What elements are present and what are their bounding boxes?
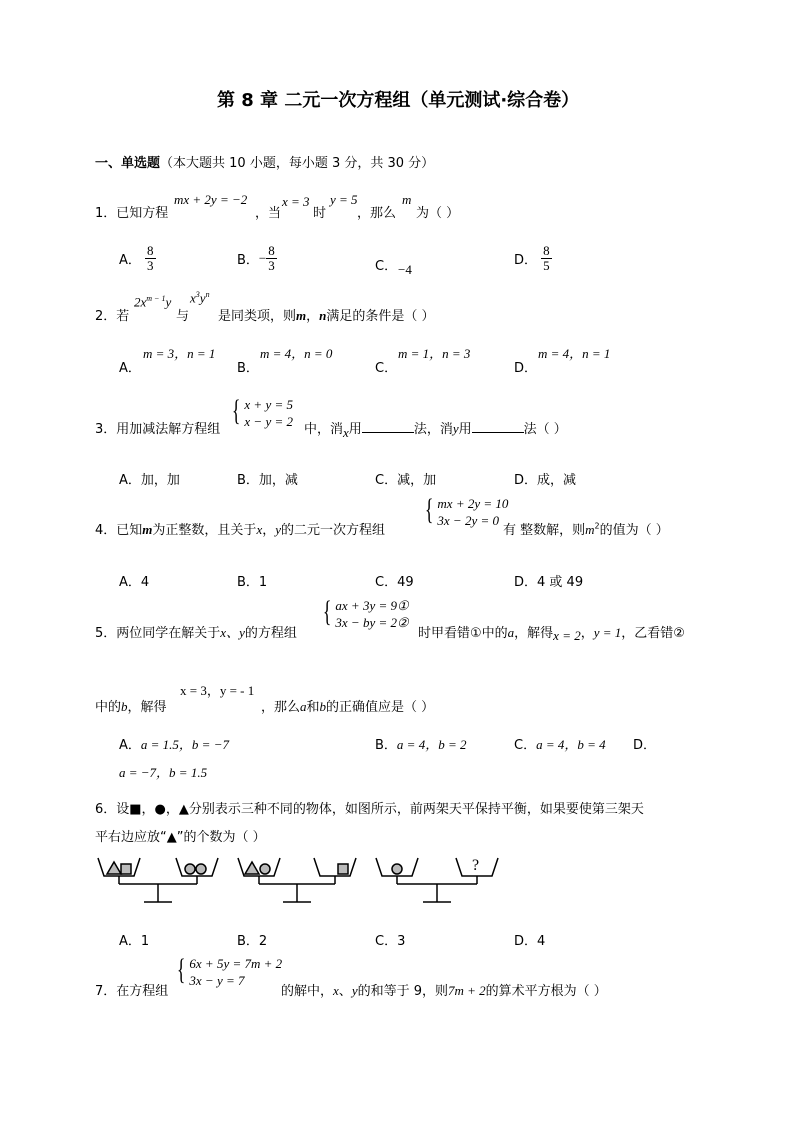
q6-b-val: 2 xyxy=(258,934,268,949)
q3-t2: 中，消 xyxy=(304,422,344,437)
q1-b-den: 3 xyxy=(268,258,275,273)
q3-rest xyxy=(304,418,567,440)
q6-line-2: 平右边应放“▲”的个数为（ ） xyxy=(95,830,266,845)
q4-c-val: 49 xyxy=(397,575,414,590)
circle-shape xyxy=(260,864,270,874)
q2-num: 2． xyxy=(95,309,117,324)
q5-c-val: a = 4，b = 4 xyxy=(536,737,606,752)
q3-blank-1[interactable] xyxy=(362,420,414,433)
q5-t2: 的方程组 xyxy=(244,626,297,641)
q1-cond-y: y = 5 xyxy=(330,192,358,207)
q3-sys-1: x + y = 5 xyxy=(244,397,293,412)
q3-c-val: 减，加 xyxy=(397,473,437,488)
q2-option-d-value: m = 4，n = 1 xyxy=(538,346,611,361)
q5-option-c[interactable] xyxy=(514,734,606,753)
q3-num: 3． xyxy=(95,422,117,437)
q5-system xyxy=(320,597,409,631)
q4-brace: { xyxy=(424,493,434,526)
q5-num: 5． xyxy=(95,626,117,641)
q5-b: b xyxy=(121,699,128,714)
q4-t5: 有 整数解，则 xyxy=(503,523,586,538)
q3-brace: { xyxy=(231,394,241,427)
q1-a-den: 3 xyxy=(147,258,154,273)
q5-xy: x、y xyxy=(220,625,245,640)
q4-system xyxy=(422,495,508,529)
q3-t1: 用加减法解方程组 xyxy=(116,422,221,437)
q6-option-a[interactable] xyxy=(119,930,149,949)
triangle-shape xyxy=(107,862,121,874)
q6-option-c[interactable] xyxy=(375,930,405,949)
q5-option-a[interactable] xyxy=(119,734,229,753)
q3-option-d[interactable] xyxy=(514,469,576,488)
q6-b-label: B． xyxy=(237,934,259,949)
section-note: （本大题共 10 小题，每小题 3 分，共 30 分） xyxy=(160,156,435,171)
question-mark: ? xyxy=(472,857,480,874)
q5-solution-2: x = 3，y = - 1 xyxy=(180,683,255,698)
q2-m: m xyxy=(296,308,307,323)
q5-line2-a xyxy=(95,696,167,715)
q6-d-val: 4 xyxy=(537,934,546,949)
q4-t6: 的值为（ ） xyxy=(599,523,669,538)
q6-c-label: C． xyxy=(375,934,398,949)
q4-d-label: D． xyxy=(514,575,538,590)
q1-var-m: m xyxy=(402,192,412,207)
q2-e2: x xyxy=(190,290,196,306)
q5-t4: ，解得 xyxy=(514,626,554,641)
q5-l2c: ，那么 xyxy=(261,700,301,715)
q5-line2-b xyxy=(261,696,434,715)
square-shape xyxy=(121,864,131,874)
question-1 xyxy=(95,202,168,221)
q4-m2: m xyxy=(585,522,595,537)
q1-cond-x: x = 3 xyxy=(282,194,310,209)
q5-c-label: C． xyxy=(514,738,537,753)
q2-option-a-value: m = 3，n = 1 xyxy=(143,346,216,361)
q4-num: 4． xyxy=(95,523,117,538)
q4-b-val: 1 xyxy=(258,575,268,590)
q4-option-d[interactable] xyxy=(514,571,583,590)
q3-y: y xyxy=(452,421,459,436)
q7-y: y xyxy=(351,983,358,998)
q3-b-label: B． xyxy=(237,473,259,488)
q3-c-label: C． xyxy=(375,473,398,488)
q6-a-label: A． xyxy=(119,934,141,949)
q6-option-b[interactable] xyxy=(237,930,267,949)
q5-rest xyxy=(418,622,685,641)
q2-rest xyxy=(218,305,435,324)
section-head: 一、单选题 xyxy=(95,156,161,171)
circle-shape xyxy=(392,864,402,874)
q5-l2d: 和 xyxy=(306,700,320,715)
q5-option-d-label[interactable]: D． xyxy=(633,738,657,753)
q3-sys-2: x − y = 2 xyxy=(244,414,293,429)
q4-t1: 已知 xyxy=(116,523,143,538)
q7-e: 7m + 2 xyxy=(448,983,486,998)
q3-lead xyxy=(95,418,220,437)
q2-e2-sup2: n xyxy=(205,290,210,299)
q1-t4: ，那么 xyxy=(357,206,397,221)
q5-l2e: 的正确值应是（ ） xyxy=(326,700,435,715)
q5-l2a: 中的 xyxy=(95,700,122,715)
q1-option-d[interactable] xyxy=(514,244,552,273)
q7-t4: 的和等于 9，则 xyxy=(357,984,448,999)
q4-t4: 的二元一次方程组 xyxy=(281,523,386,538)
q3-t3: 用 xyxy=(348,422,362,437)
q6-c-val: 3 xyxy=(397,934,406,949)
q2-option-a-label[interactable]: A． xyxy=(119,361,141,376)
q1-option-b[interactable] xyxy=(237,244,277,273)
q1-equation: mx + 2y = −2 xyxy=(174,192,248,207)
q5-a-label: A． xyxy=(119,738,141,753)
q4-m: m xyxy=(142,522,153,537)
q5-sys-1: ax + 3y = 9① xyxy=(335,598,409,613)
q4-sys-2: 3x − 2y = 0 xyxy=(437,513,499,528)
q2-n: n xyxy=(319,308,327,323)
q2-option-c-value: m = 1，n = 3 xyxy=(398,346,471,361)
q4-t2: 为正整数，且关于 xyxy=(152,523,257,538)
q1-num: 1． xyxy=(95,206,117,221)
square-shape xyxy=(338,864,348,874)
triangle-shape xyxy=(245,862,259,874)
q4-lead xyxy=(95,519,385,538)
q3-system xyxy=(229,396,293,430)
q1-t3: 时 xyxy=(313,206,327,221)
q1-d-frac xyxy=(541,244,552,273)
q3-a-val: 加，加 xyxy=(140,473,180,488)
q1-option-a[interactable] xyxy=(119,244,156,273)
q5-t5: ， xyxy=(580,626,594,641)
q4-t3: ， xyxy=(262,523,276,538)
q1-a-frac xyxy=(145,244,156,273)
q5-t6: ，乙看错② xyxy=(621,626,685,641)
q6-option-d[interactable] xyxy=(514,930,545,949)
q5-b-label: B． xyxy=(375,738,397,753)
q7-sys-1: 6x + 5y = 7m + 2 xyxy=(189,956,283,971)
q5-b-val: a = 4，b = 2 xyxy=(396,737,467,752)
q1-b-frac xyxy=(266,244,277,273)
q2-t2: 与 xyxy=(176,309,190,324)
balance-1 xyxy=(98,858,218,902)
q5-option-d-value: a = −7，b = 1.5 xyxy=(119,765,208,780)
q7-brace: { xyxy=(176,953,186,986)
q2-comma: ， xyxy=(306,309,320,324)
q7-t3: 、 xyxy=(338,984,352,999)
q1-b-num: 8 xyxy=(268,243,275,258)
q2-t4: 满足的条件是（ ） xyxy=(326,309,435,324)
q2-option-b-value: m = 4，n = 0 xyxy=(260,346,333,361)
q1-t5: 为（ ） xyxy=(416,206,460,221)
q2-t3: 是同类项，则 xyxy=(218,309,297,324)
q7-t5: 的算术平方根为（ ） xyxy=(485,984,607,999)
q1-d-num: 8 xyxy=(543,243,550,258)
q1-a-label: A． xyxy=(119,253,141,268)
q3-t6: 法（ ） xyxy=(523,422,567,437)
q2-term-2 xyxy=(190,290,210,306)
balance-figure xyxy=(90,850,510,910)
q7-sys-2: 3x − y = 7 xyxy=(189,973,245,988)
question-2 xyxy=(95,305,129,324)
q1-d-label: D． xyxy=(514,253,538,268)
page-title: 第 8 章 二元一次方程组（单元测试·综合卷） xyxy=(217,90,580,111)
q5-a-val: a = 1.5，b = −7 xyxy=(140,737,229,752)
q1-t1: 已知方程 xyxy=(116,206,169,221)
q7-system xyxy=(174,955,282,989)
q5-t1: 两位同学在解关于 xyxy=(116,626,221,641)
q4-option-b[interactable] xyxy=(237,571,267,590)
q3-blank-2[interactable] xyxy=(472,420,524,433)
balance-2 xyxy=(238,858,356,902)
q4-x: x xyxy=(256,522,263,537)
q4-option-c[interactable] xyxy=(375,571,414,590)
q4-sup: 2 xyxy=(594,521,600,531)
circle-shape xyxy=(185,864,195,874)
q3-option-c[interactable] xyxy=(375,469,436,488)
q4-y: y xyxy=(275,522,282,537)
q3-t5: 用 xyxy=(458,422,472,437)
q1-c-value: −4 xyxy=(398,262,412,277)
q1-c-label: C． xyxy=(375,259,398,274)
q5-a2: a xyxy=(300,699,307,714)
q3-d-val: 成，减 xyxy=(537,473,577,488)
q2-e2-sup: 3 xyxy=(195,290,200,299)
q6-a-val: 1 xyxy=(140,934,150,949)
q2-option-d-label[interactable]: D． xyxy=(514,361,538,376)
q5-l2b: ，解得 xyxy=(127,700,167,715)
q5-sys-2: 3x − by = 2② xyxy=(335,615,409,630)
q2-e2b: y xyxy=(199,290,206,306)
q4-c-label: C． xyxy=(375,575,398,590)
q5-b2: b xyxy=(319,699,327,714)
q7-rest xyxy=(281,980,607,999)
q5-lead xyxy=(95,622,297,641)
q5-s1: x = 2 xyxy=(553,628,581,643)
q3-a-label: A． xyxy=(119,473,141,488)
q5-option-b[interactable] xyxy=(375,734,466,753)
q2-option-c-label[interactable]: C． xyxy=(375,361,398,376)
q7-lead xyxy=(95,980,168,999)
q7-num: 7． xyxy=(95,984,117,999)
q5-t3: 时甲看错①中的 xyxy=(418,626,508,641)
q5-a: a xyxy=(507,625,515,640)
q5-s2: y = 1 xyxy=(593,625,622,640)
q7-t1: 在方程组 xyxy=(116,984,169,999)
q4-a-val: 4 xyxy=(140,575,150,590)
q2-e1b: y xyxy=(165,294,172,310)
q3-option-b[interactable] xyxy=(237,469,298,488)
q7-t2: 的解中， xyxy=(281,984,334,999)
q1-d-den: 5 xyxy=(543,258,550,273)
q3-t4: 法，消 xyxy=(413,422,453,437)
q3-option-a[interactable] xyxy=(119,469,180,488)
q4-a-label: A． xyxy=(119,575,141,590)
q3-x: x xyxy=(343,425,349,440)
q4-rest xyxy=(503,519,669,538)
q3-d-label: D． xyxy=(514,473,538,488)
balance-3 xyxy=(376,858,498,902)
q4-d-val: 4 或 49 xyxy=(537,575,584,590)
section-header xyxy=(95,152,434,171)
q6-line-1: 6．设■，●，▲分别表示三种不同的物体，如图所示，前两架天平保持平衡，如果要使第三架天 xyxy=(95,802,644,817)
q6-d-label: D． xyxy=(514,934,538,949)
q1-b-label: B． xyxy=(237,253,259,268)
q1-t2: ，当 xyxy=(255,206,282,221)
q4-sys-1: mx + 2y = 10 xyxy=(437,496,509,511)
q2-e1: 2x xyxy=(134,294,147,310)
q4-b-label: B． xyxy=(237,575,259,590)
q2-option-b-label[interactable]: B． xyxy=(237,361,259,376)
q5-brace: { xyxy=(322,595,332,628)
q1-b-sign: − xyxy=(258,250,267,266)
q7-x: x xyxy=(333,983,339,998)
q1-a-num: 8 xyxy=(147,243,154,258)
q1-option-c[interactable] xyxy=(375,255,397,274)
circle-shape xyxy=(196,864,206,874)
q2-t1: 若 xyxy=(116,309,130,324)
q3-b-val: 加，减 xyxy=(258,473,298,488)
q2-term-1 xyxy=(134,294,171,310)
q4-option-a[interactable] xyxy=(119,571,149,590)
q2-e1-sup: m − 1 xyxy=(146,294,166,303)
